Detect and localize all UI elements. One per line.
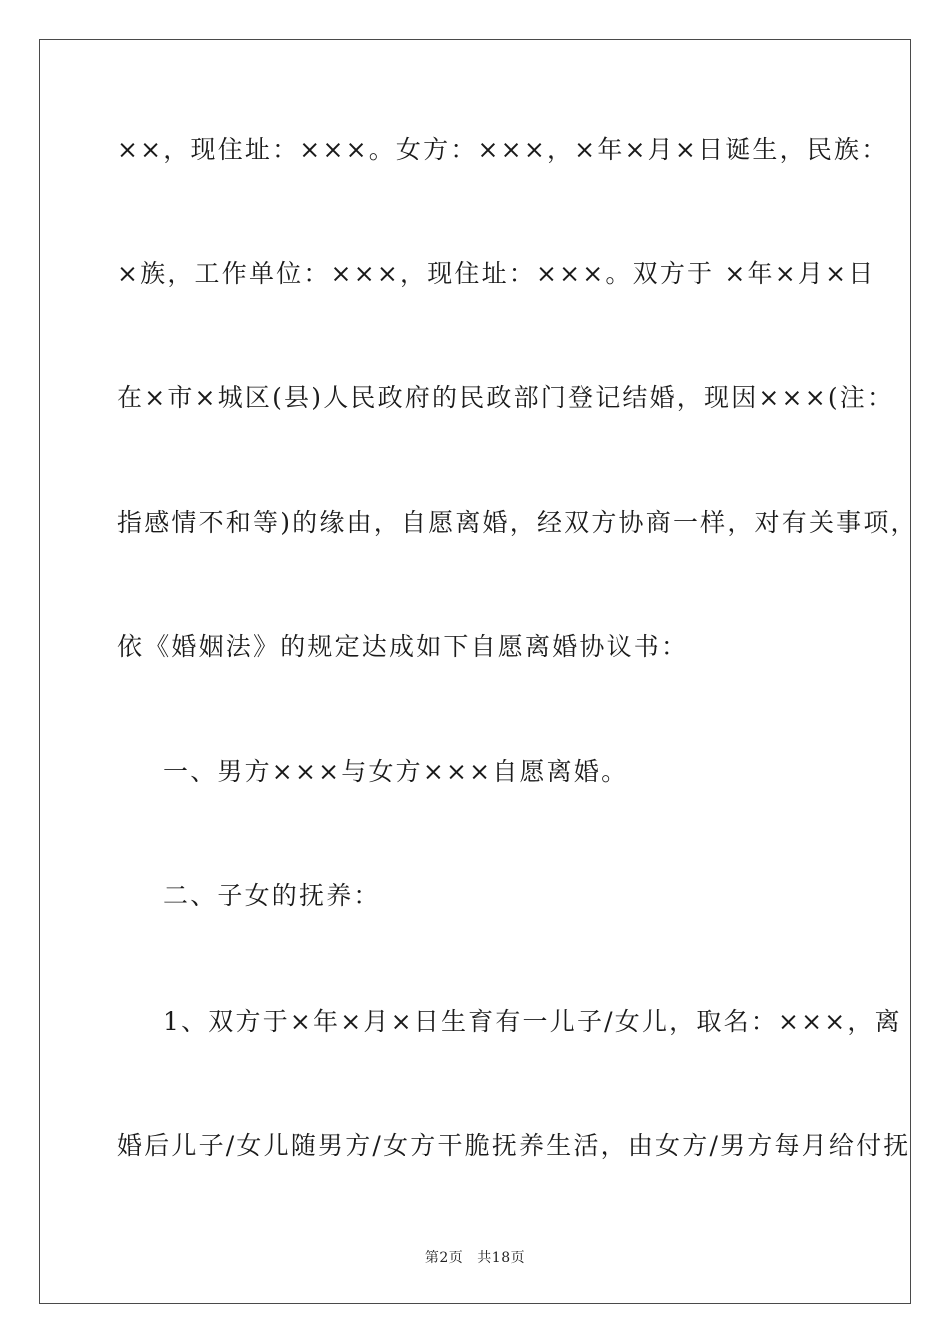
paragraph-line: 指感情不和等)的缘由，自愿离婚，经双方协商一样，对有关事项， [117, 508, 918, 537]
page-total: 共18页 [477, 1250, 526, 1266]
section-heading: 一、男方×××与女方×××自愿离婚。 [163, 757, 629, 786]
page-border [39, 39, 918, 1304]
paragraph-line: ××，现住址：×××。女方：×××，×年×月×日诞生，民族： [117, 135, 889, 164]
paragraph-line: 婚后儿子/女儿随男方/女方干脆抚养生活，由女方/男方每月给付抚 [117, 1131, 911, 1160]
list-item: 1、双方于×年×月×日生育有一儿子/女儿，取名：×××，离 [163, 1007, 902, 1036]
page-number: 第2页 [424, 1250, 464, 1266]
section-heading: 二、子女的抚养： [163, 881, 381, 910]
page-footer [0, 1247, 950, 1267]
paragraph-line: ×族，工作单位：×××，现住址：×××。双方于 ×年×月×日 [117, 259, 876, 288]
paragraph-line: 在×市×城区(县)人民政府的民政部门登记结婚，现因×××(注： [117, 383, 895, 412]
paragraph-line: 依《婚姻法》的规定达成如下自愿离婚协议书： [117, 632, 689, 661]
